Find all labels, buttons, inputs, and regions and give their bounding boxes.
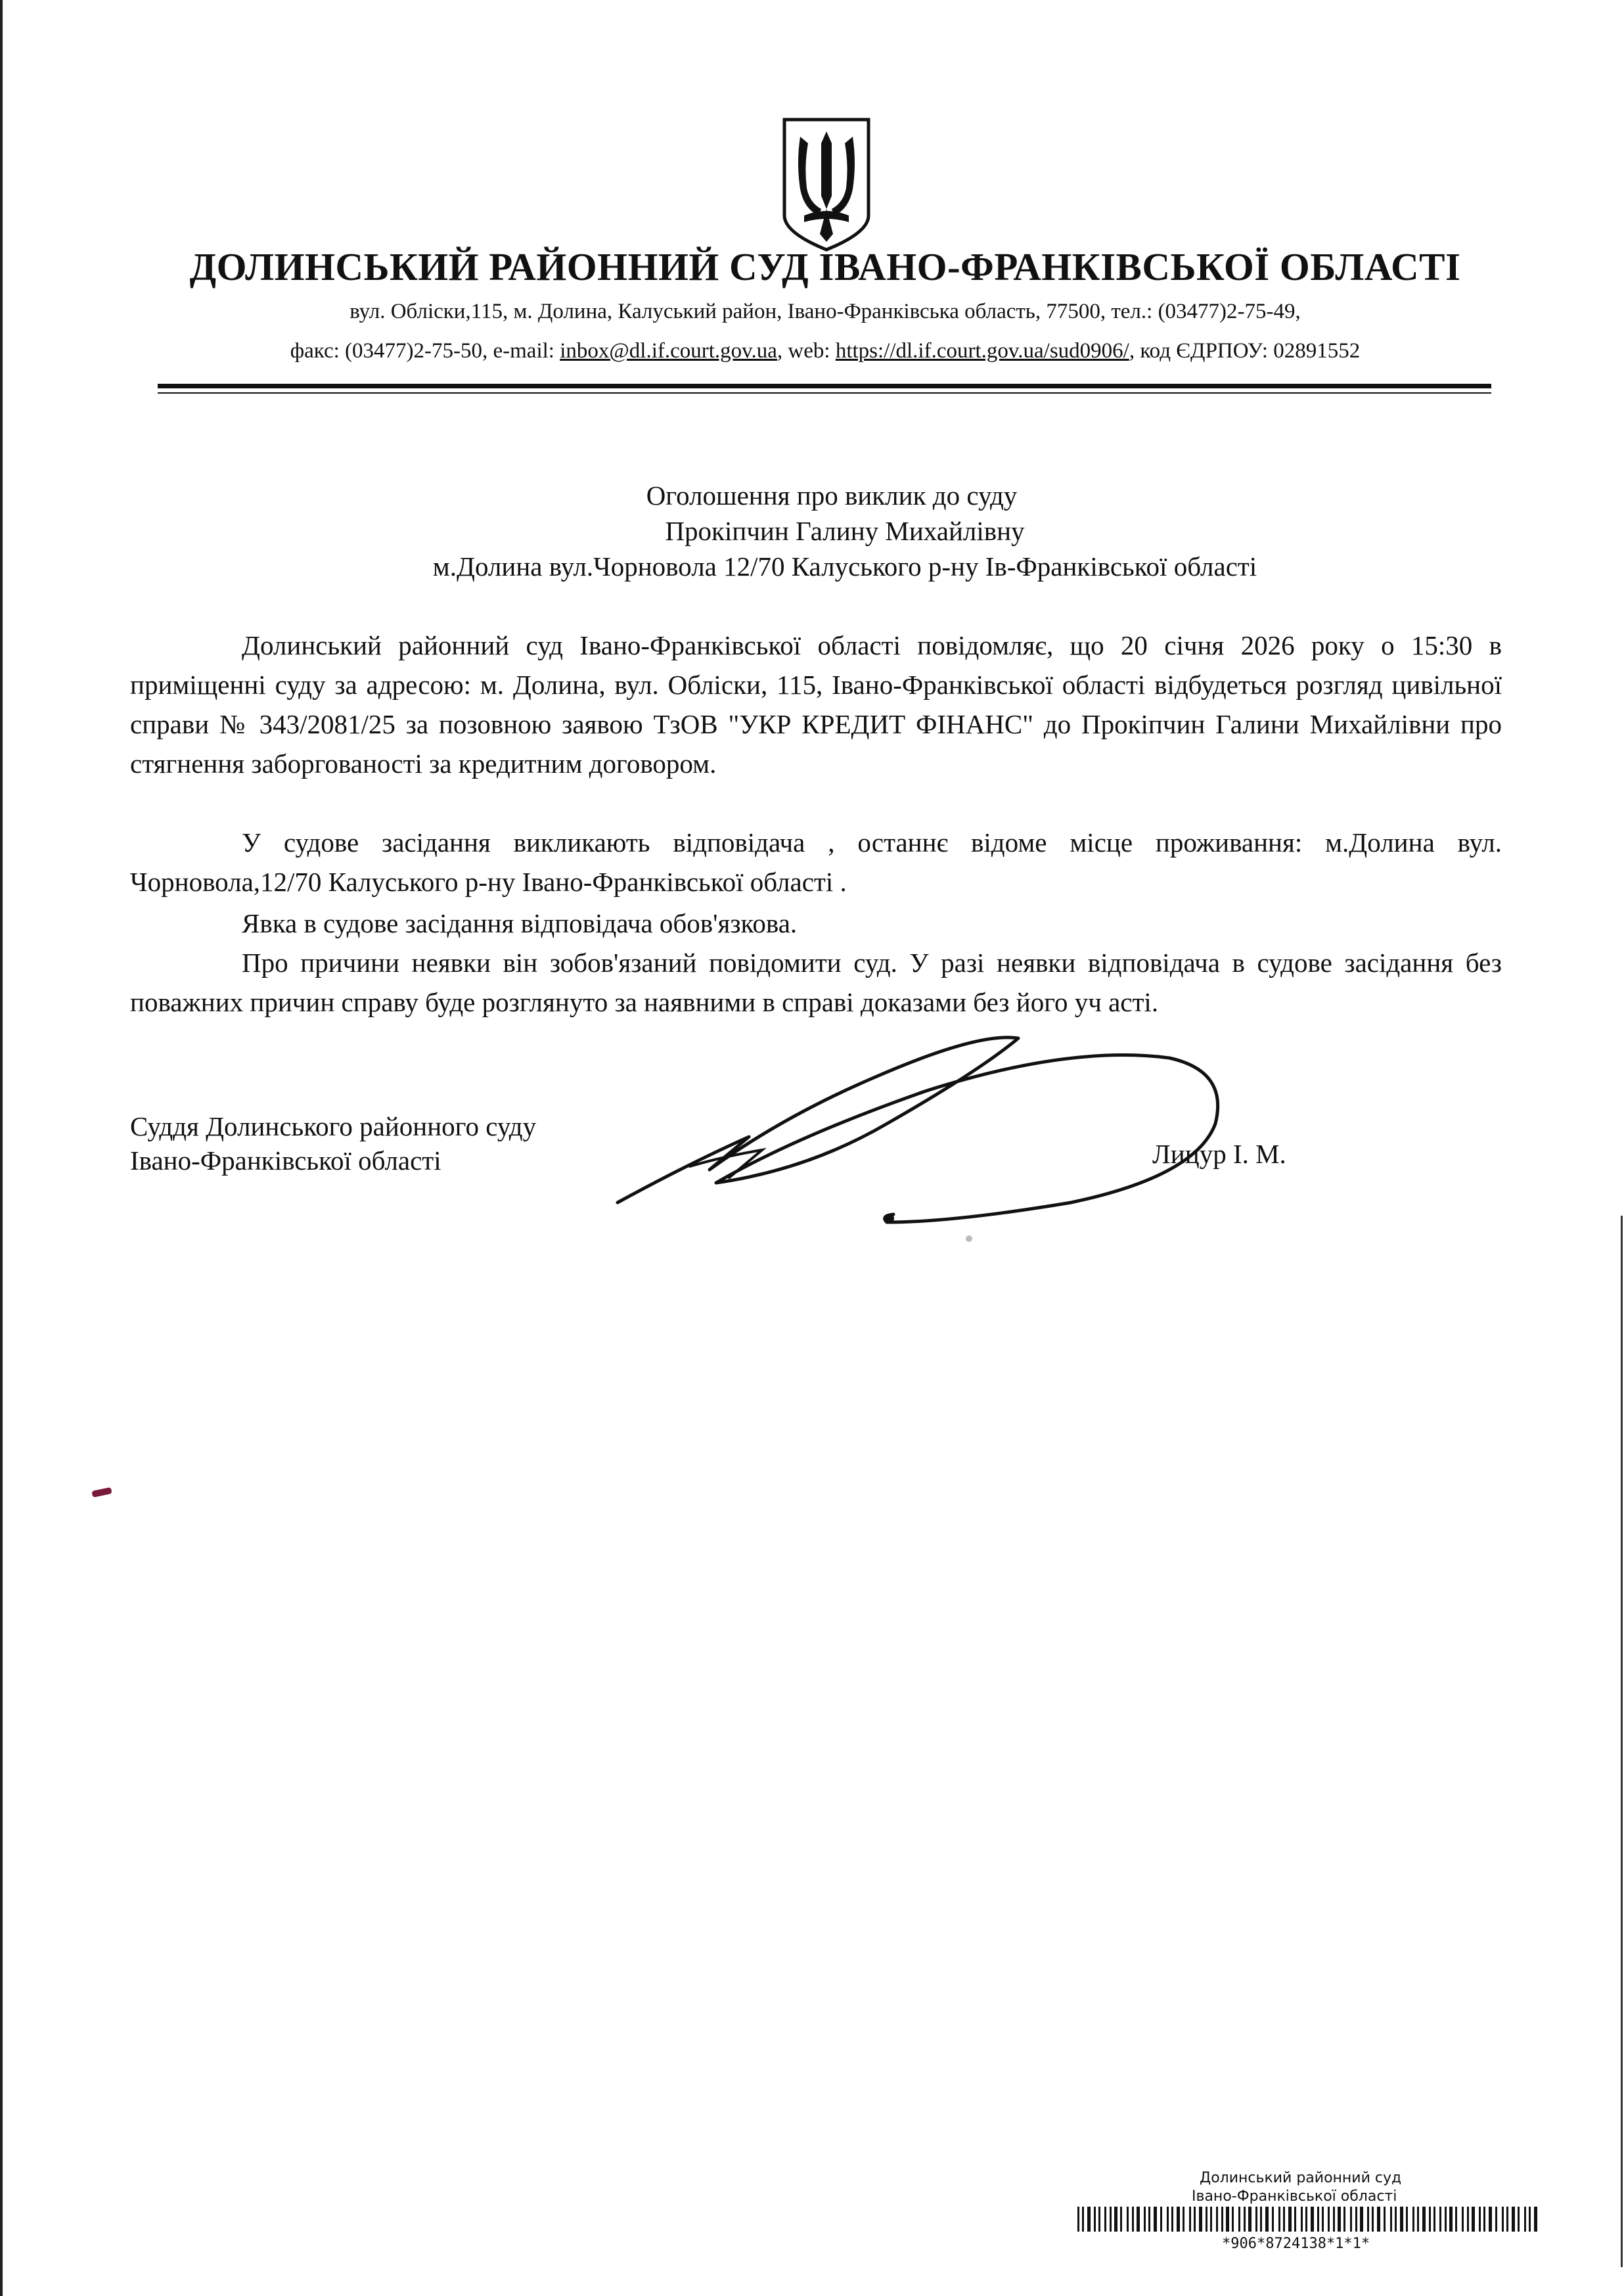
barcode-bar xyxy=(1350,2207,1352,2232)
barcode-bar xyxy=(1260,2207,1262,2232)
barcode-bar xyxy=(1094,2207,1096,2232)
court-title: ДОЛИНСЬКИЙ РАЙОННИЙ СУД ІВАНО-ФРАНКІВСЬКОЇ ОБЛАСТІ xyxy=(189,245,1461,288)
barcode-bar xyxy=(1104,2207,1106,2232)
barcode-bar xyxy=(1232,2207,1234,2232)
barcode-bar xyxy=(1406,2207,1408,2232)
notice-recipient: Прокіпчин Галину Михайлівну xyxy=(665,516,1025,546)
barcode-bar xyxy=(1265,2207,1269,2232)
barcode-bar xyxy=(1137,2207,1140,2232)
notice-recipient-address: м.Долина вул.Чорновола 12/70 Калуського р-ну Ів-Франківської області xyxy=(432,551,1257,582)
barcode-bar xyxy=(1294,2207,1296,2232)
barcode-bar xyxy=(1255,2207,1257,2232)
barcode-bar xyxy=(1194,2207,1196,2232)
judge-role xyxy=(130,1109,536,1178)
stamp-court-region: Івано-Франківської області xyxy=(1192,2188,1397,2205)
trident-emblem-icon xyxy=(780,117,872,252)
barcode-bar xyxy=(1114,2207,1117,2232)
barcode-bar xyxy=(1311,2207,1314,2232)
barcode-number: *906*8724138*1*1* xyxy=(1222,2236,1370,2252)
scan-edge-right xyxy=(1621,1216,1623,2267)
barcode-bar xyxy=(1412,2207,1414,2232)
barcode-bar xyxy=(1400,2207,1403,2232)
barcode-bar xyxy=(1518,2207,1520,2232)
barcode-bar xyxy=(1216,2207,1218,2232)
body-paragraph-summons: У судове засідання викликають відповідача , останнє відоме місце проживання: м.Долина вул. Чорновола,12/70 Калуського р-ну Івано-Франківської області . xyxy=(130,827,1502,897)
barcode-bar xyxy=(1317,2207,1319,2232)
barcode-bar xyxy=(1377,2207,1380,2232)
barcode-bar xyxy=(1479,2207,1481,2232)
barcode-bar xyxy=(1372,2207,1374,2232)
barcode-bar xyxy=(1328,2207,1330,2232)
barcode-bar xyxy=(1278,2207,1280,2232)
handwritten-signature xyxy=(611,1005,1268,1255)
barcode-bar xyxy=(1154,2207,1157,2232)
barcode-bar xyxy=(1483,2207,1485,2232)
barcode-bar xyxy=(1171,2207,1173,2232)
edrpou-code: , код ЄДРПОУ: 02891552 xyxy=(1129,339,1361,363)
barcode-bar xyxy=(1199,2207,1202,2232)
barcode-bar xyxy=(1082,2207,1084,2232)
barcode-bar xyxy=(1439,2207,1441,2232)
fax-label: факс: (03477)2-75-50, e-mail: xyxy=(290,339,560,363)
barcode-bar xyxy=(1244,2207,1246,2232)
barcode-bar xyxy=(1238,2207,1240,2232)
barcode-bar xyxy=(1338,2207,1341,2232)
barcode-bar xyxy=(1462,2207,1464,2232)
barcode-bar xyxy=(1098,2207,1100,2232)
judge-role-line-2: Івано-Франківської області xyxy=(130,1145,441,1176)
notice-title: Оголошення про виклик до суду xyxy=(646,480,1018,511)
barcode-bar xyxy=(1189,2207,1191,2232)
barcode-bar xyxy=(1524,2207,1526,2232)
email-link[interactable]: inbox@dl.if.court.gov.ua xyxy=(560,339,777,363)
barcode-bar xyxy=(1177,2207,1180,2232)
barcode-bar xyxy=(1467,2207,1469,2232)
header-divider-thin xyxy=(158,392,1491,394)
barcode-bar xyxy=(1445,2207,1447,2232)
barcode-bar xyxy=(1367,2207,1369,2232)
judge-name: Лицур І. М. xyxy=(1152,1139,1286,1169)
barcode-bar xyxy=(1360,2207,1363,2232)
barcode-bar xyxy=(1160,2207,1162,2232)
barcode-bar xyxy=(1167,2207,1169,2232)
barcode-bar xyxy=(1495,2207,1497,2232)
barcode-bar xyxy=(1455,2207,1457,2232)
judge-role-line-1: Суддя Долинського районного суду xyxy=(130,1111,537,1141)
barcode-bar xyxy=(1433,2207,1435,2232)
scan-speck xyxy=(966,1235,972,1242)
barcode-bar xyxy=(1087,2207,1091,2232)
barcode-bar xyxy=(1210,2207,1212,2232)
body-paragraph-hearing: Долинський районний суд Івано-Франківської області повідомляє, що 20 січня 2026 року о 15:30 в приміщенні суду за адресою: м. Долина, вул. Обліски, 115, Івано-Франківської області відбудеться розгляд цивільної справи № 343/2081/25 за позовною заявою ТзОВ "УКР КРЕДИТ ФІНАНС" до Прокіпчин Галини Михайлівни про стягнення заборгованості за кредитним договором. xyxy=(130,630,1502,779)
header-divider-thick xyxy=(158,384,1491,388)
barcode-bar xyxy=(1390,2207,1392,2232)
barcode-bar xyxy=(1422,2207,1426,2232)
barcode-bar xyxy=(1489,2207,1492,2232)
court-contacts-line xyxy=(0,339,1624,363)
barcode-bar xyxy=(1355,2207,1357,2232)
web-label: , web: xyxy=(777,339,836,363)
barcode-bar xyxy=(1502,2207,1504,2232)
barcode-bar xyxy=(1472,2207,1475,2232)
barcode-bar xyxy=(1429,2207,1431,2232)
barcode-bar xyxy=(1132,2207,1134,2232)
barcode-bar xyxy=(1221,2207,1223,2232)
barcode-bar xyxy=(1333,2207,1335,2232)
barcode-bar xyxy=(1283,2207,1285,2232)
barcode-bar xyxy=(1417,2207,1419,2232)
barcode-bar xyxy=(1322,2207,1324,2232)
barcode-bar xyxy=(1144,2207,1146,2232)
website-link[interactable]: https://dl.if.court.gov.ua/sud0906/ xyxy=(835,339,1129,363)
barcode-bar xyxy=(1449,2207,1453,2232)
barcode-bar xyxy=(1305,2207,1307,2232)
body-paragraph-attendance: Явка в судове засідання відповідача обов'язкова. xyxy=(242,908,798,938)
barcode-bar xyxy=(1206,2207,1207,2232)
barcode-bar xyxy=(1529,2207,1531,2232)
barcode-bar xyxy=(1534,2207,1537,2232)
ink-mark xyxy=(91,1487,112,1498)
court-address-line: вул. Обліски,115, м. Долина, Калуський район, Івано-Франківська область, 77500, тел.: (03477)2-75-49, xyxy=(350,300,1301,323)
barcode-bar xyxy=(1110,2207,1112,2232)
barcode-bar xyxy=(1127,2207,1129,2232)
document-barcode xyxy=(1077,2207,1537,2232)
barcode-bar xyxy=(1272,2207,1274,2232)
body-paragraph-absence: Про причини неявки він зобов'язаний повідомити суд. У разі неявки відповідача в судове засідання без поважних причин справу буде розглянуто за наявними в справі доказами без його уч асті. xyxy=(130,948,1502,1017)
barcode-bar xyxy=(1248,2207,1252,2232)
barcode-bar xyxy=(1183,2207,1184,2232)
barcode-bar xyxy=(1301,2207,1303,2232)
barcode-bar xyxy=(1395,2207,1397,2232)
stamp-court-name: Долинський районний суд xyxy=(1200,2170,1402,2186)
barcode-bar xyxy=(1148,2207,1150,2232)
barcode-bar xyxy=(1288,2207,1292,2232)
barcode-bar xyxy=(1077,2207,1079,2232)
barcode-bar xyxy=(1384,2207,1386,2232)
barcode-bar xyxy=(1226,2207,1229,2232)
barcode-bar xyxy=(1120,2207,1122,2232)
barcode-bar xyxy=(1506,2207,1508,2232)
barcode-bar xyxy=(1512,2207,1515,2232)
barcode-bar xyxy=(1343,2207,1345,2232)
